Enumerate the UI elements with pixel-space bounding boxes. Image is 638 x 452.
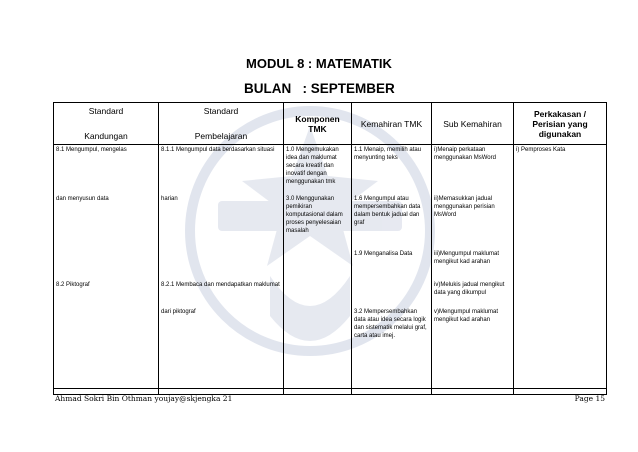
col-standard-pembelajaran: [159, 145, 284, 395]
table-header-row: [54, 103, 607, 145]
table-body-row: [54, 145, 607, 395]
kemahiran-1-6: 1.6 Mengumpul atau mempersembahkan data dalam bentuk jadual dan graf: [354, 196, 421, 226]
header-perkakasan: Perkakasan / Perisian yang digunakan: [514, 103, 607, 145]
header-kandungan: Kandungan: [84, 131, 128, 141]
kemahiran-3-2: 3.2 Mempersembahkan data atau idea secara logik dan sistematik melalui graf, carta atau imej.: [354, 309, 427, 339]
header-standard-2: Standard: [203, 106, 239, 116]
col-komponen-tmk: [284, 145, 352, 395]
kemahiran-1-1: 1.1 Menaip, memilih atau menyunting teks: [354, 147, 422, 161]
kandungan-8-1-a: 8.1 Mengumpul, mengelas: [56, 147, 127, 153]
header-komponen-tmk: Komponen TMK: [284, 103, 352, 145]
pembelajaran-harian: harian: [161, 196, 178, 202]
kandungan-8-2: 8.2 Piktograf: [56, 282, 90, 288]
header-standard-pembelajaran: [159, 103, 284, 145]
kandungan-8-1-b: dan menyusun data: [56, 196, 109, 202]
page-subtitle: BULAN : SEPTEMBER: [244, 81, 395, 96]
header-standard-kandungan: [54, 103, 159, 145]
sub-kemahiran-v: v)Mengumpul maklumat mengikut kad arahan: [434, 309, 499, 323]
komponen-3-0: 3.0 Menggunakan pemikiran komputasional dalam proses penyelesaian masalah: [286, 196, 343, 234]
pembelajaran-8-1-1: 8.1.1 Mengumpul data berdasarkan situasi: [161, 147, 275, 153]
footer-page-number: Page 15: [574, 394, 605, 403]
col-standard-kandungan: [54, 145, 159, 395]
col-kemahiran-tmk: [352, 145, 432, 395]
header-pembelajaran: Pembelajaran: [194, 131, 248, 141]
footer-divider: [53, 388, 606, 389]
komponen-1-0: 1.0 Mengemukakan idea dan maklumat secara kreatif dan inovatif dengan menggunakan tmk: [286, 147, 339, 185]
module-table: [53, 102, 607, 395]
sub-kemahiran-i: i)Menaip perkataan menggunakan MsWord: [434, 147, 496, 161]
header-kemahiran-tmk: Kemahiran TMK: [352, 103, 432, 145]
header-sub-kemahiran: Sub Kemahiran: [432, 103, 514, 145]
kemahiran-1-9: 1.9 Menganalisa Data: [354, 251, 413, 257]
header-standard-1: Standard: [88, 106, 124, 116]
footer-author: Ahmad Sokri Bin Othman youjay@skjengka 21: [55, 394, 233, 403]
pembelajaran-8-2-1: 8.2.1 Membaca dan mendapatkan maklumat: [161, 282, 280, 288]
sub-kemahiran-iv: iv)Melukis jadual mengikut data yang dikumpul: [434, 282, 505, 296]
col-sub-kemahiran: [432, 145, 514, 395]
sub-kemahiran-ii: ii)Memasukkan jadual menggunakan perisian MsWord: [434, 196, 495, 218]
pembelajaran-piktograf: dari piktograf: [161, 309, 196, 315]
page-title: MODUL 8 : MATEMATIK: [246, 56, 392, 71]
sub-kemahiran-iii: iii)Mengumpul maklumat mengikut kad arahan: [434, 251, 500, 265]
perkakasan-i: i) Pemproses Kata: [516, 147, 566, 153]
col-perkakasan: [514, 145, 607, 395]
